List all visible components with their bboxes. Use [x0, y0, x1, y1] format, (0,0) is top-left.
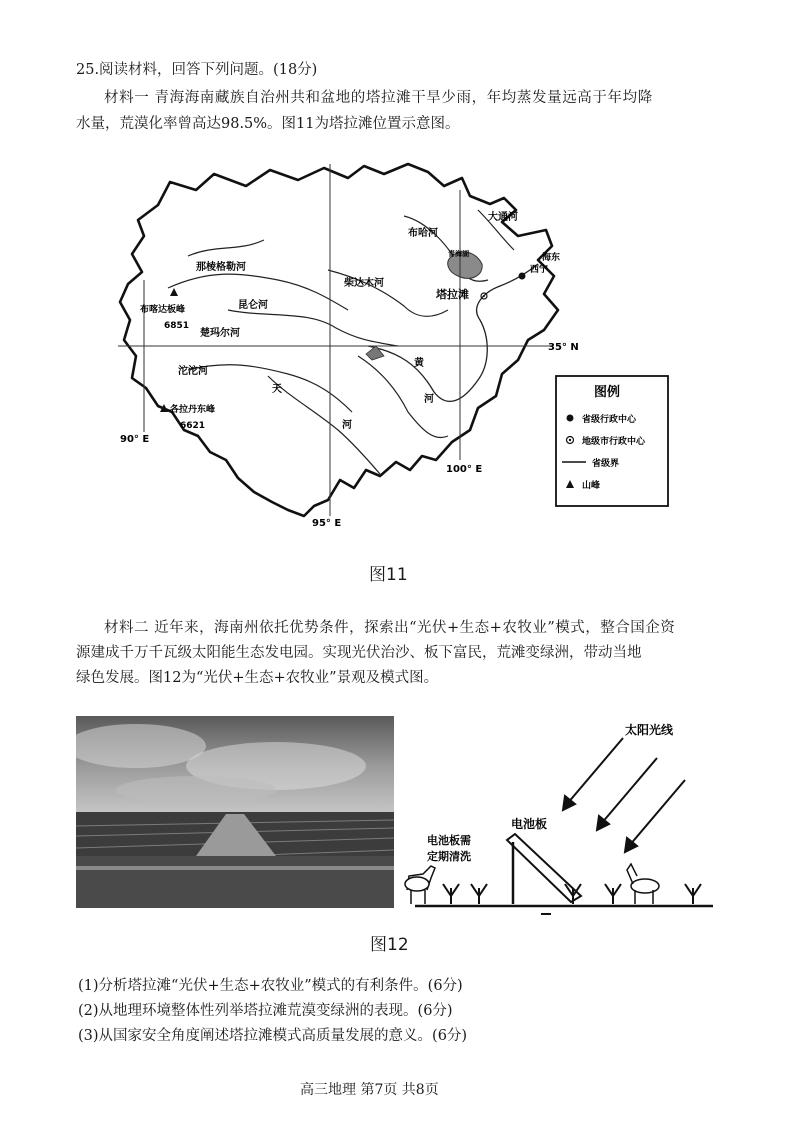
label-talatan: 塔拉滩 — [436, 288, 469, 301]
label-peak1-height: 6851 — [164, 321, 190, 331]
peak-triangle-icon — [170, 288, 178, 296]
talatan-ring-center — [483, 295, 485, 297]
label-tong-char: 天 — [272, 384, 282, 395]
label-lanc-char: 河 — [342, 420, 352, 431]
label-kunlun: 昆仑河 — [238, 300, 268, 311]
clean-label-2: 定期清洗 — [427, 850, 471, 863]
sub-question-2: (2)从地理环境整体性列举塔拉滩荒漠变绿洲的表现。(6分) — [78, 1003, 453, 1019]
label-peak1-name: 布喀达板峰 — [140, 305, 186, 315]
label-lat35: 35° N — [548, 342, 579, 353]
legend-item-2: 省级界 — [592, 459, 620, 469]
label-chaidamu: 柴达木河 — [344, 278, 384, 289]
material1-line1: 材料一 青海海南藏族自治州共和盆地的塔拉滩干旱少雨，年均蒸发量远高于年均降 — [104, 90, 653, 106]
label-qinghai-lake: 青海湖 — [448, 250, 469, 258]
label-buha: 布哈河 — [408, 228, 438, 239]
label-tuotuo: 沱沱河 — [178, 366, 208, 377]
label-haidong: 海东 — [542, 253, 561, 263]
sun-rays-label: 太阳光线 — [625, 723, 674, 737]
label-lon95: 95° E — [312, 518, 342, 529]
material2-line2: 源建成千万千瓦级太阳能生态发电园。实现光伏治沙、板下富民，荒滩变绿洲，带动当地 — [76, 645, 642, 661]
filled-dot-icon — [567, 415, 574, 422]
label-datong: 大通河 — [488, 212, 518, 223]
material2-line1: 材料二 近年来，海南州依托优势条件，探索出“光伏+生态+农牧业”模式，整合国企资 — [104, 620, 676, 636]
legend-title: 图例 — [594, 385, 621, 400]
goat-icon — [627, 864, 659, 904]
small-lake — [366, 346, 384, 360]
map-svg — [118, 160, 678, 540]
label-lon100: 100° E — [446, 464, 483, 475]
clean-label-1: 电池板需 — [427, 834, 471, 847]
sub-question-3: (3)从国家安全角度阐述塔拉滩模式高质量发展的意义。(6分) — [78, 1028, 468, 1044]
material2-line3: 绿色发展。图12为“光伏+生态+农牧业”景观及模式图。 — [76, 670, 439, 686]
figure11-caption: 图11 — [369, 565, 408, 585]
map-legend — [556, 376, 668, 506]
river-line — [188, 240, 264, 256]
yellow-river — [368, 264, 538, 401]
question-header: 25.阅读材料，回答下列问题。(18分) — [76, 62, 318, 78]
legend-item-0: 省级行政中心 — [582, 415, 637, 425]
label-huang-char2: 河 — [424, 394, 434, 405]
page-footer: 高三地理 第7页 共8页 — [300, 1082, 439, 1098]
material1-line2: 水量，荒漠化率曾高达98.5%。图11为塔拉滩位置示意图。 — [76, 116, 460, 132]
label-peak2-name: 各拉丹东峰 — [170, 405, 216, 415]
river-line — [268, 376, 380, 474]
legend-item-3: 山峰 — [582, 481, 601, 491]
goat-icon — [405, 866, 435, 904]
river-line — [358, 356, 448, 438]
legend-item-1: 地级市行政中心 — [582, 437, 646, 447]
solar-farm-photo — [76, 716, 394, 908]
label-xining: 西宁 — [530, 265, 549, 275]
pv-model-diagram — [395, 716, 735, 916]
sub-question-1: (1)分析塔拉滩“光伏+生态+农牧业”模式的有利条件。(6分) — [78, 978, 463, 994]
xining-dot-icon — [519, 273, 526, 280]
panel-label: 电池板 — [511, 817, 548, 831]
river-line — [228, 310, 398, 346]
label-lon90: 90° E — [120, 434, 150, 445]
sun-ray-arrows — [563, 738, 685, 852]
talatan-location-map — [118, 160, 678, 540]
label-peak2-height: 6621 — [180, 421, 206, 431]
figure12-caption: 图12 — [370, 935, 409, 955]
label-nalinggele: 那棱格勒河 — [196, 262, 246, 273]
label-chumaer: 楚玛尔河 — [200, 328, 240, 339]
label-huang-char1: 黄 — [414, 358, 424, 369]
